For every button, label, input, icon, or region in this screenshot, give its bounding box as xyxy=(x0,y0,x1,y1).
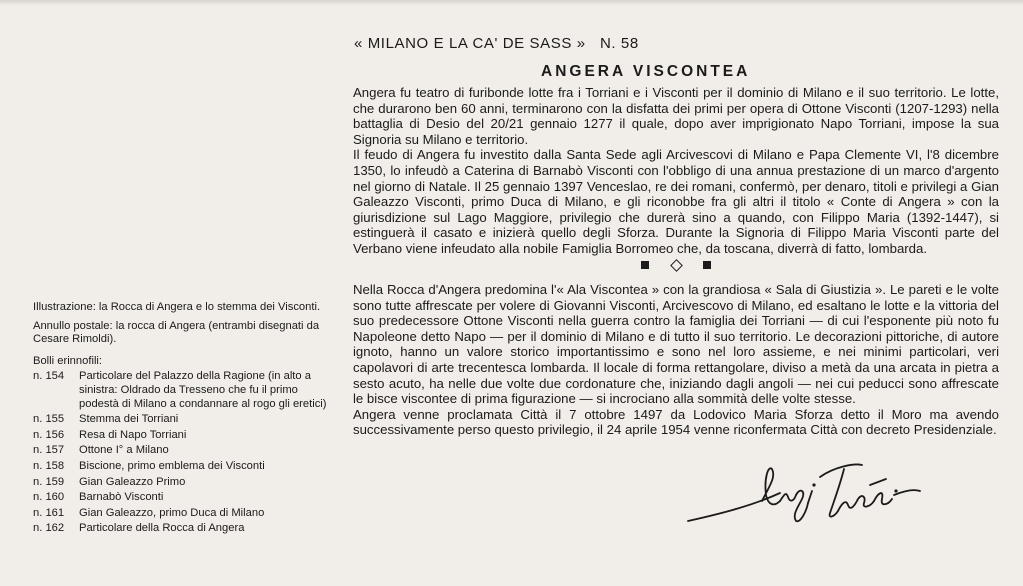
stamp-number: n. 162 xyxy=(33,522,65,535)
credits-sidebar xyxy=(33,301,333,536)
stamp-description: Gian Galeazzo Primo xyxy=(79,475,186,488)
series-title: « MILANO E LA CA' DE SASS » xyxy=(354,35,586,52)
card-top-edge xyxy=(0,0,1023,6)
stamp-number: n. 159 xyxy=(33,475,65,488)
stamp-item xyxy=(33,507,333,521)
stamp-number: n. 156 xyxy=(33,428,65,441)
paragraph-3: Nella Rocca d'Angera predomina l'« Ala Viscontea » con la grandiosa « Sala di Giustizia ». Le pareti e le volte sono tutte affrescate per volere di Giovanni Visconti, Arcivescovo di Milano, ed esaltano le lotte e la vittoria del suo predecessore Ottone Visconti nella guerra contro la famiglia dei Torriani — di cui l'esponente più noto fu Napoleone detto Napo — per il dominio di Milano e di tutto il suo territorio. Le decorazioni pittoriche, di autore ignoto, hanno un valore storico importantissimo e sono nel loro assieme, e nei minimi particolari, veri capolavori di arte trecentesca lombarda. Il locale di forma rettangolare, diviso a metà da una arcata in pietra a sesto acuto, ha nelle due volte due cordonature che, iniziando dagli angoli — nei cui peducci sono affrescate le bisce viscontee di prima figurazione — si incrociano alla sommità delle volte stesse. xyxy=(353,282,999,407)
series-header xyxy=(354,35,639,52)
paragraph-2: Il feudo di Angera fu investito dalla Santa Sede agli Arcivescovi di Milano e Papa Clemente VI, l'8 dicembre 1350, lo infeudò a Caterina di Barnabò Visconti con l'obbligo di una annua prestazione di un marco d'argento nel giorno di Natale. Il 25 gennaio 1397 Venceslao, re dei romani, confermò, per denaro, titoli e privilegi a Gian Galeazzo Visconti, primo Duca di Milano, e gli riconobbe fra gli altri il titolo « Conte di Angera » con la giurisdizione sul Lago Maggiore, privilegio che durerà sino a quando, con Filippo Maria (1392-1447), si estinguerà il casato e inizierà quello degli Sforza. Durante la Signoria di Filippo Maria Visconti parte del Verbano viene infeudato alla nobile Famiglia Borromeo che, da toscana, diverrà di fatto, lombarda. xyxy=(353,147,999,256)
stamp-number: n. 161 xyxy=(33,506,65,519)
stamp-number: n. 154 xyxy=(33,370,65,383)
history-text xyxy=(353,85,999,257)
stamp-description: Biscione, primo emblema dei Visconti xyxy=(79,459,265,472)
stamp-description: Gian Galeazzo, primo Duca di Milano xyxy=(79,506,265,519)
postmark-credit: Annullo postale: la rocca di Angera (entrambi disegnati da Cesare Rimoldi). xyxy=(33,319,320,346)
stamp-item xyxy=(33,413,333,427)
handwritten-signature xyxy=(684,455,924,535)
paragraph-4: Angera venne proclamata Città il 7 ottobre 1497 da Lodovico Maria Sforza detto il Moro ma avendo successivamente perso questo privilegio, il 24 aprile 1954 venne riconfermata Città con decreto Presidenziale. xyxy=(353,406,999,438)
stamp-description: Particolare della Rocca di Angera xyxy=(79,522,245,535)
stamp-item xyxy=(33,370,333,411)
stamp-description: Stemma dei Torriani xyxy=(79,413,179,426)
stamp-item xyxy=(33,522,333,536)
stamp-description: Resa di Napo Torriani xyxy=(79,428,187,441)
section-separator xyxy=(641,259,711,271)
paragraph-1: Angera fu teatro di furibonde lotte fra i Torriani e i Visconti per il dominio di Milano e il suo territorio. Le lotte, che durarono ben 60 anni, terminarono con la disfatta dei primi per opera di Ottone Visconti (1207-1293) nella battaglia di Desio del 20/21 gennaio 1277 il quale, dopo aver imprigionato Napo Torriani, impose la sua Signoria su Milano e territorio. xyxy=(353,85,999,147)
diamond-ornament-icon xyxy=(670,259,683,272)
stamp-description: Barnabò Visconti xyxy=(79,491,164,504)
stamp-number: n. 155 xyxy=(33,413,65,426)
page-title: ANGERA VISCONTEA xyxy=(541,63,751,80)
square-ornament-icon xyxy=(641,261,649,269)
stamp-item xyxy=(33,476,333,490)
stamp-description: Particolare del Palazzo della Ragione (in alto a sinistra: Oldrado da Tresseno che fu il primo podestà di Milano a condannare al rogo gli eretici) xyxy=(79,370,327,410)
stamp-item xyxy=(33,444,333,458)
stamp-number: n. 160 xyxy=(33,491,65,504)
stamp-item xyxy=(33,460,333,474)
stamp-item xyxy=(33,429,333,443)
stamp-list xyxy=(33,370,333,536)
illustration-credit: Illustrazione: la Rocca di Angera e lo stemma dei Visconti. xyxy=(33,301,321,313)
stamp-item xyxy=(33,491,333,505)
square-ornament-icon xyxy=(703,261,711,269)
series-number: N. 58 xyxy=(599,35,639,52)
rocca-text xyxy=(353,282,999,438)
stamp-description: Ottone I° a Milano xyxy=(79,444,169,457)
stamp-number: n. 157 xyxy=(33,444,65,457)
stamp-number: n. 158 xyxy=(33,459,65,472)
stamps-heading: Bolli erinnofili: xyxy=(33,354,103,367)
